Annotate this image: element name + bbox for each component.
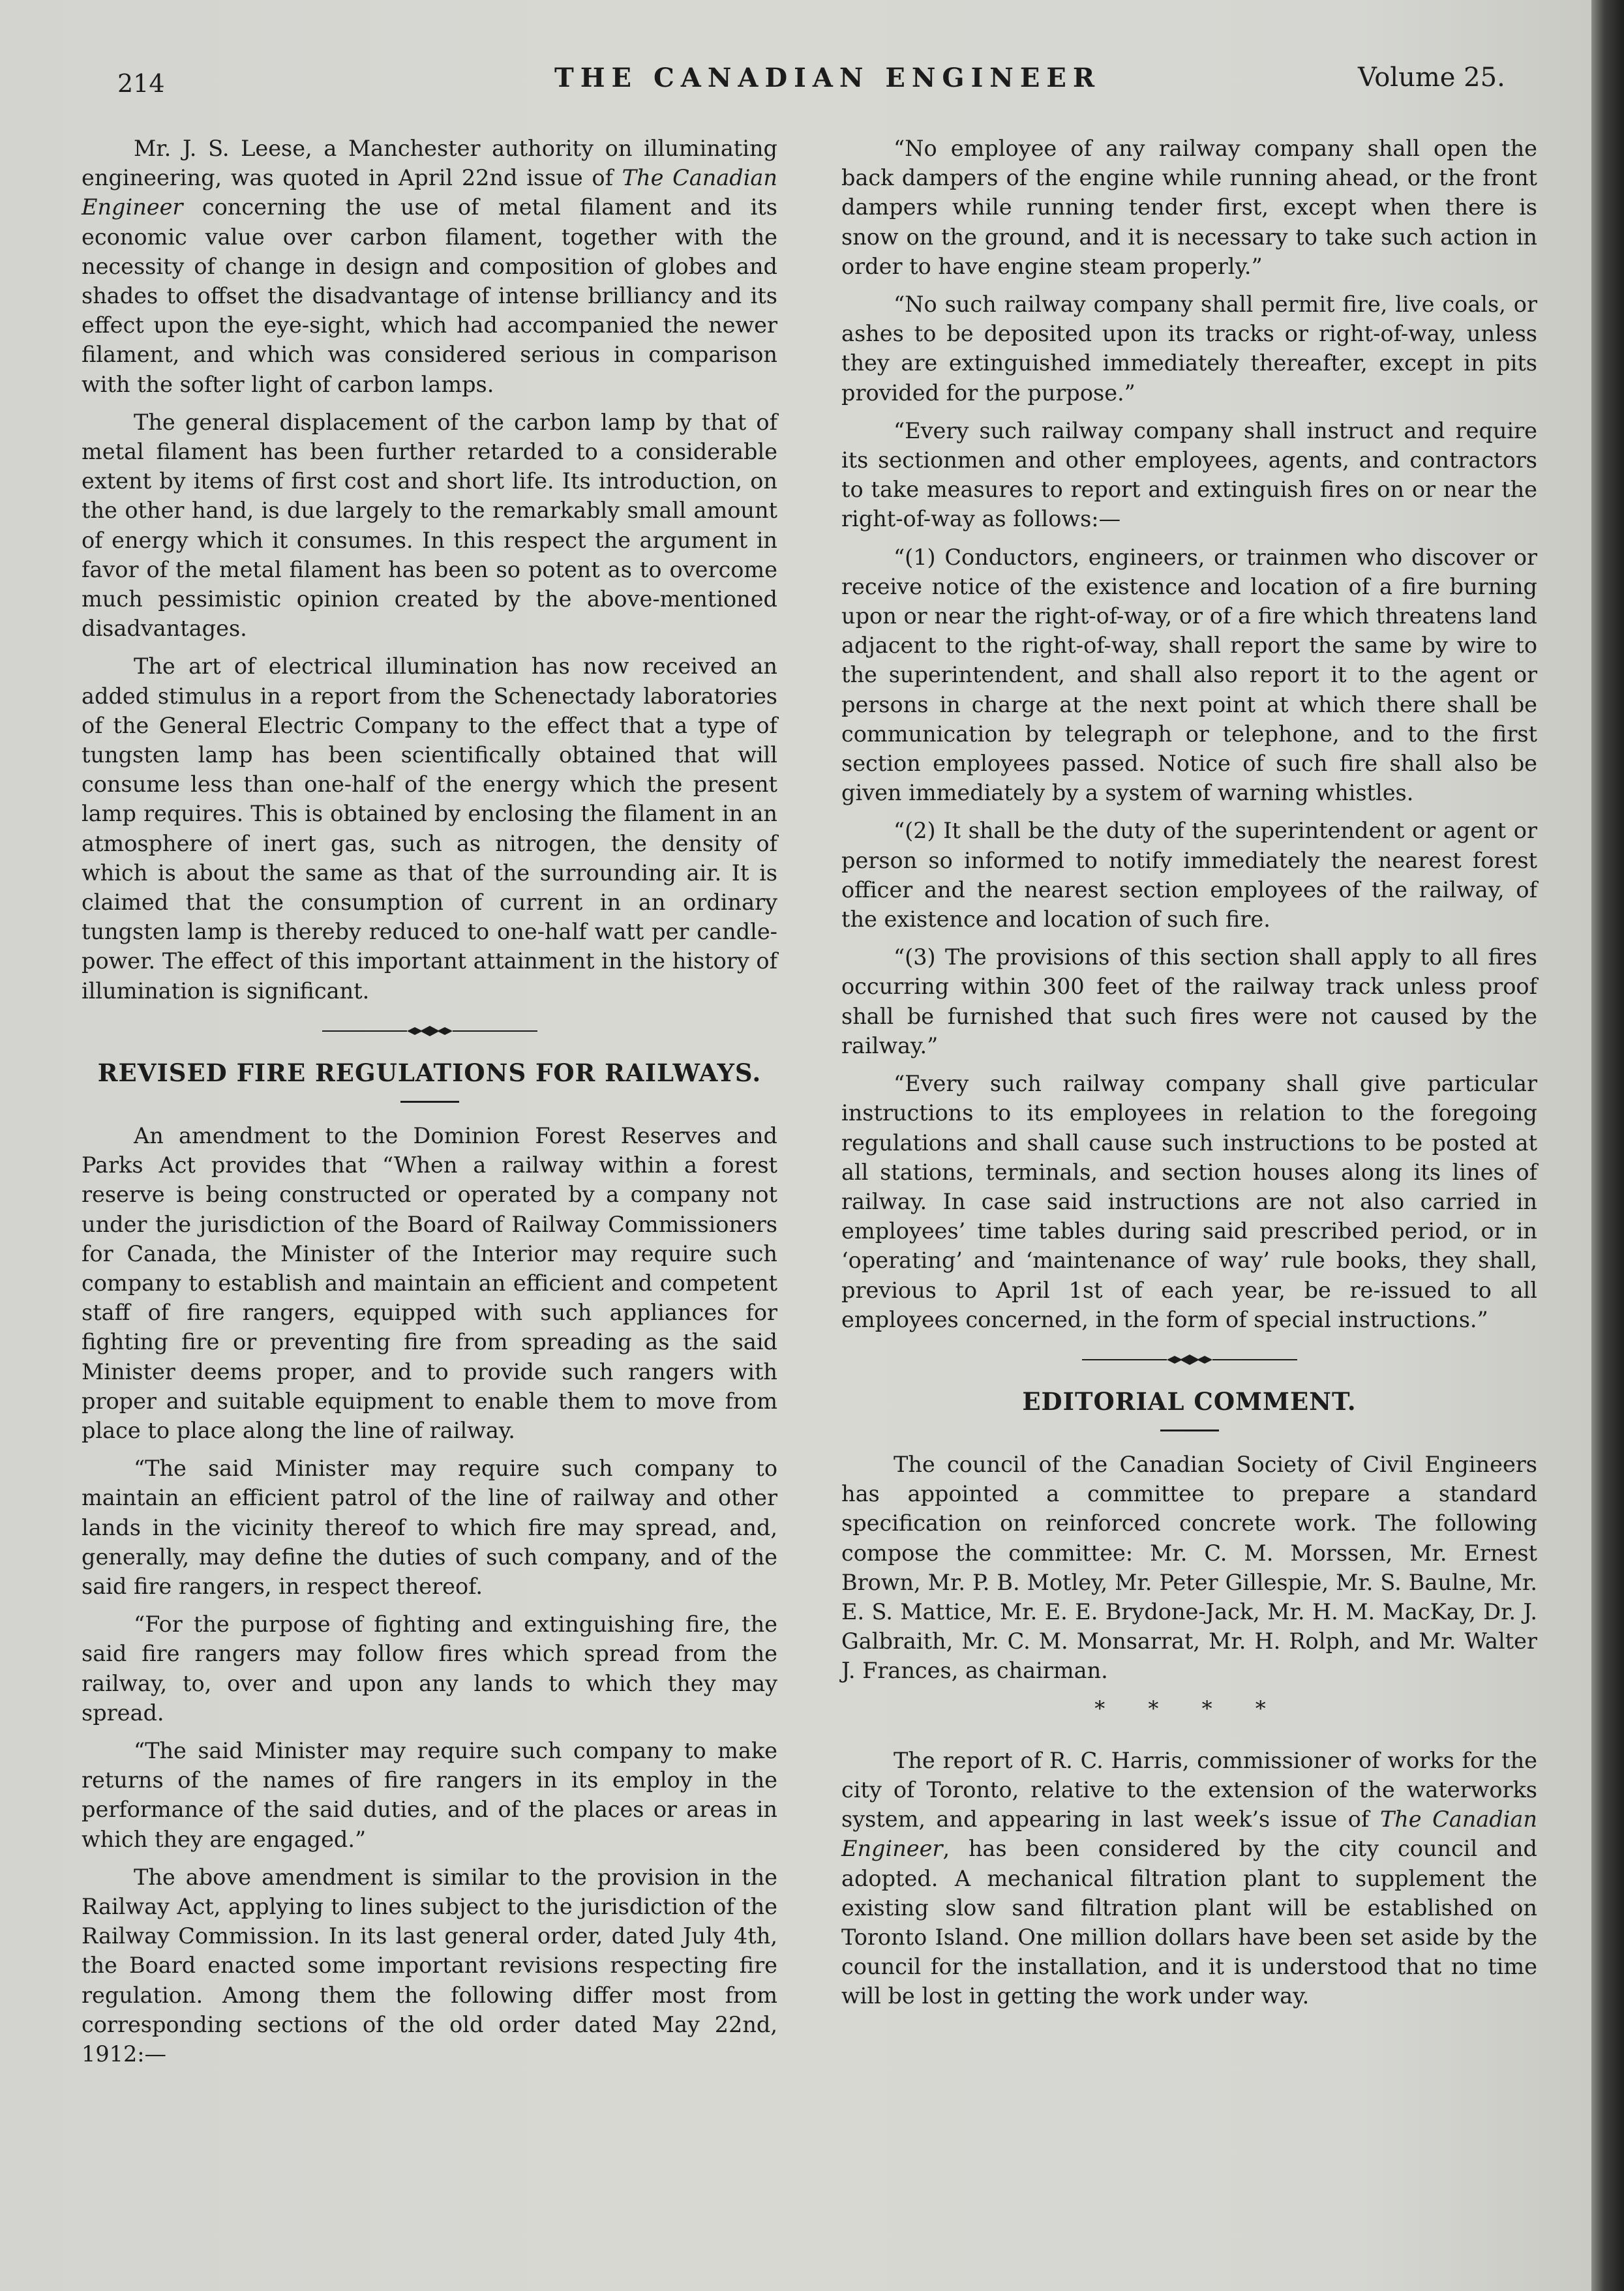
- heading-rule: [400, 1101, 459, 1103]
- paragraph-rule-2: “(2) It shall be the duty of the superintendent or agent or person so informed to notify immediately the nearest forest officer and the nearest section employees of the railway, of the existence and location of such fire.: [841, 818, 1537, 933]
- section-ornament: [82, 1023, 777, 1040]
- paragraph-electrical-illumination: The art of electrical illumination has now received an added stimulus in a report from the Schenectady laboratories of the General Electric Company to the effect that a type of tungsten lamp has been scientifically obtained that will consume less than one-half of the energy which the present lamp requires. This is obtained by enclosing the filament in an atmosphere of inert gas, such as nitrogen, the density of which is about the same as that of the surrounding air. It is claimed that the consumption of current in an ordinary tungsten lamp is thereby reduced to one-half watt per candle-power. The effect of this important attainment in the history of illumination is significant.: [82, 653, 777, 1004]
- journal-name-italic: The Canadian Engineer: [841, 1806, 1537, 1862]
- section-heading-fire-regulations: REVISED FIRE REGULATIONS FOR RAILWAYS.: [97, 1058, 762, 1087]
- left-column: [82, 134, 777, 2077]
- paragraph-instruct-sectionmen: “Every such railway company shall instruct and require its sectionmen and other employees, agents, and contractors to take measures to report and extinguish fires on or near the right-of-way as follows:—: [841, 417, 1537, 532]
- paragraph-amendment: An amendment to the Dominion Forest Reserves and Parks Act provides that “When a railway within a forest reserve is being constructed or operated by a company not under the jurisdiction of the Board of Railway Commissioners for Canada, the Minister of the Interior may require such company to establish and maintain an efficient and competent staff of fire rangers, equipped with such appliances for fighting fire or preventing fire from spreading as the said Minister deems proper, and to provide such rangers with proper and suitable equipment to enable them to move from place to place along the line of railway.: [82, 1122, 777, 1443]
- page-number: 214: [117, 69, 165, 98]
- volume-label: Volume 25.: [1358, 63, 1505, 93]
- journal-name-italic: The Canadian Engineer: [82, 165, 777, 220]
- paragraph-text: , has been considered by the city council and adopted. A mechanical filtration plant to supplement the existing slow sand filtration plant will be established on Toronto Island. One million dollars have been set aside by the council for the installation, and it is understood that no time will be lost in getting the work under way.: [841, 1836, 1537, 2009]
- heading-rule: [1160, 1430, 1219, 1431]
- page-binding-edge: [1591, 0, 1624, 2291]
- section-heading-editorial: EDITORIAL COMMENT.: [1022, 1386, 1357, 1416]
- paragraph-dampers: “No employee of any railway company shall open the back dampers of the engine while running ahead, or the front dampers while running tender first, except when there is snow on the ground, and it is necessary to take such action in order to have engine steam properly.”: [841, 136, 1537, 279]
- section-ornament: [841, 1351, 1537, 1368]
- paragraph-text: The report of R. C. Harris, commissioner of works for the city of Toronto, relative to the extension of the waterworks system, and appearing in last week’s issue of: [841, 1747, 1537, 1833]
- paragraph-text: Mr. J. S. Leese, a Manchester authority on illuminating engineering, was quoted in April 22nd issue of: [82, 136, 777, 191]
- section-separator-stars: * * * *: [1094, 1696, 1284, 1721]
- paragraph-carbon-lamp: The general displacement of the carbon lamp by that of metal filament has been further retarded to a considerable extent by items of first cost and short life. Its introduction, on the other hand, is due largely to the remarkably small amount of energy which it consumes. In this respect the argument in favor of the metal filament has been so potent as to overcome much pessimistic opinion created by the above-mentioned disadvantages.: [82, 409, 777, 642]
- paragraph-fighting-fire: “For the purpose of fighting and extinguishing fire, the said fire rangers may follow fires which spread from the railway, to, over and upon any lands to which they may spread.: [82, 1611, 777, 1726]
- paragraph-rule-3: “(3) The provisions of this section shall apply to all fires occurring within 300 feet of the railway track unless proof shall be furnished that such fires were not caused by the railway.”: [841, 944, 1537, 1058]
- paragraph-harris-report: [841, 1746, 1537, 2011]
- page-header: [0, 63, 1591, 108]
- right-column: [841, 134, 1537, 2020]
- paragraph-minister-patrol: “The said Minister may require such company to maintain an efficient patrol of the line of railway and other lands in the vicinity thereof to which fire may spread, and, generally, may define the duties of such company, and of the said fire rangers, in respect thereof.: [82, 1456, 777, 1599]
- paragraph-rule-1: “(1) Conductors, engineers, or trainmen who discover or receive notice of the existence and location of a fire burning upon or near the right-of-way, or of a fire which threatens land adjacent to the right-of-way, shall report the same by wire to the superintendent, and shall also report it to the agent or persons in charge at the next point at which there shall be communication by telegraph or telephone, and to the first section employees passed. Notice of such fire shall also be given immediately by a system of warning whistles.: [841, 544, 1537, 806]
- paragraph-committee: The council of the Canadian Society of Civil Engineers has appointed a committee to prepare a standard specification on reinforced concrete work. The following compose the committee: Mr. C. M. Morssen, Mr. Ernest Brown, Mr. P. B. Motley, Mr. Peter Gillespie, Mr. S. Baulne, Mr. E. S. Mattice, Mr. E. E. Brydone-Jack, Mr. H. M. MacKay, Dr. J. Galbraith, Mr. C. M. Monsarrat, Mr. H. Rolph, and Mr. Walter J. Frances, as chairman.: [841, 1451, 1537, 1684]
- paragraph-live-coals: “No such railway company shall permit fire, live coals, or ashes to be deposited upon its tracks or right-of-way, unless they are extinguished immediately thereafter, except in pits provided for the purpose.”: [841, 292, 1537, 406]
- paragraph-railway-act: The above amendment is similar to the provision in the Railway Act, applying to lines subject to the jurisdiction of the Railway Commission. In its last general order, dated July 4th, the Board enacted some important revisions respecting fire regulation. Among them the following differ most from corresponding sections of the old order dated May 22nd, 1912:—: [82, 1864, 777, 2067]
- paragraph-leese: [82, 134, 777, 399]
- paragraph-text: concerning the use of metal filament and its economic value over carbon filament, together with the necessity of change in design and composition of globes and shades to offset the disadvantage of intense brilliancy and its effect upon the eye-sight, which had accompanied the newer filament, and which was considered serious in comparison with the softer light of carbon lamps.: [82, 194, 777, 397]
- paragraph-instructions: “Every such railway company shall give particular instructions to its employees in relation to the foregoing regulations and shall cause such instructions to be posted at all stations, terminals, and section houses along its lines of railway. In case said instructions are not also carried in employees’ time tables during said prescribed period, or in ‘operating’ and ‘maintenance of way’ rule books, they shall, previous to April 1st of each year, be re-issued to all employees concerned, in the form of special instructions.”: [841, 1071, 1537, 1332]
- journal-title: THE CANADIAN ENGINEER: [554, 63, 1102, 93]
- paragraph-minister-returns: “The said Minister may require such company to make returns of the names of fire rangers in its employ in the performance of the said duties, and of the places or areas in which they are engaged.”: [82, 1737, 777, 1852]
